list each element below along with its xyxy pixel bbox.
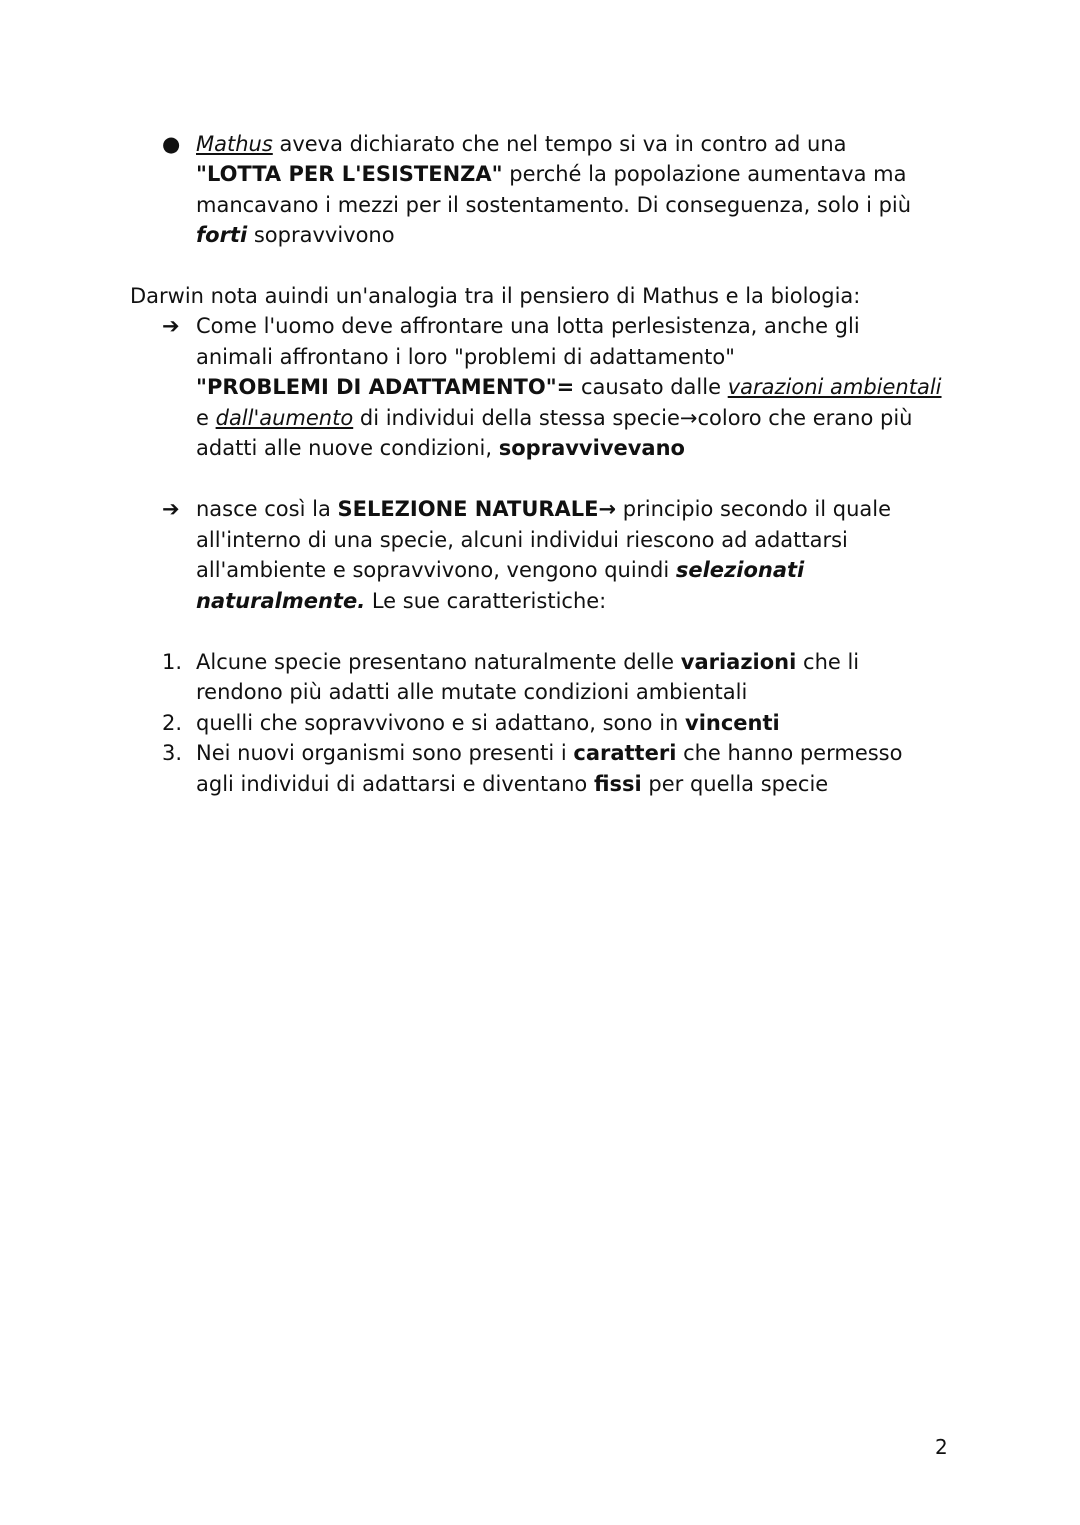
arrow-icon: ➔ xyxy=(162,497,180,521)
mathus-name: Mathus xyxy=(196,132,273,156)
list-item-1-line-1: Alcune specie presentano naturalmente delle variazioni che li xyxy=(196,650,860,674)
bullet-line-3: mancavano i mezzi per il sostentamento. Di conseguenza, solo i più xyxy=(196,193,912,217)
dall-aumento: dall'aumento xyxy=(215,406,354,430)
problemi-adattamento: "PROBLEMI DI ADATTAMENTO"= xyxy=(196,375,575,399)
list-item-1-line-2: rendono più adatti alle mutate condizioni ambientali xyxy=(196,680,748,704)
arrow2-line-4: naturalmente. Le sue caratteristiche: xyxy=(196,589,607,613)
arrow1-line-1: Come l'uomo deve affrontare una lotta perlesistenza, anche gli xyxy=(196,314,860,338)
arrow1-line-3: "PROBLEMI DI ADATTAMENTO"= causato dalle varazioni ambientali xyxy=(196,375,942,399)
list-number: 1. xyxy=(162,650,183,674)
naturalmente-word: naturalmente. xyxy=(196,589,366,613)
caratteri-word: caratteri xyxy=(573,741,677,765)
list-item-2-line-1: quelli che sopravvivono e si adattano, sono in vincenti xyxy=(196,711,780,735)
bullet-marker: ● xyxy=(162,132,181,156)
variazioni-word: variazioni xyxy=(680,650,797,674)
arrow2-line-2: all'interno di una specie, alcuni individui riescono ad adattarsi xyxy=(196,528,848,552)
bullet-line-1: Mathus aveva dichiarato che nel tempo si va in contro ad una xyxy=(196,132,847,156)
bullet-line-4: forti sopravvivono xyxy=(196,223,395,247)
list-item-3-line-1: Nei nuovi organismi sono presenti i caratteri che hanno permesso xyxy=(196,741,903,765)
list-number: 3. xyxy=(162,741,183,765)
selezionati-word: selezionati xyxy=(675,558,805,582)
arrow1-line-2: animali affrontano i loro "problemi di adattamento" xyxy=(196,345,735,369)
bullet-line-2: "LOTTA PER L'ESISTENZA" perché la popolazione aumentava ma xyxy=(196,162,907,186)
fissi-word: fissi xyxy=(593,772,642,796)
forti-word: forti xyxy=(196,223,248,247)
arrow2-line-3: all'ambiente e sopravvivono, vengono quindi selezionati xyxy=(196,558,805,582)
vincenti-word: vincenti xyxy=(685,711,780,735)
arrow2-line-1: nasce così la SELEZIONE NATURALE→ principio secondo il quale xyxy=(196,497,892,521)
arrow1-line-5: adatti alle nuove condizioni, sopravvivevano xyxy=(196,436,685,460)
list-item-3-line-2: agli individui di adattarsi e diventano fissi per quella specie xyxy=(196,772,829,796)
arrow1-line-4: e dall'aumento di individui della stessa specie→coloro che erano più xyxy=(196,406,913,430)
varazioni-ambientali: varazioni ambientali xyxy=(727,375,942,399)
arrow-icon: ➔ xyxy=(162,314,180,338)
page-number: 2 xyxy=(935,1435,948,1459)
lotta-esistenza: "LOTTA PER L'ESISTENZA" xyxy=(196,162,503,186)
list-number: 2. xyxy=(162,711,183,735)
intro-paragraph: Darwin nota auindi un'analogia tra il pensiero di Mathus e la biologia: xyxy=(130,284,861,308)
selezione-naturale: SELEZIONE NATURALE→ xyxy=(337,497,617,521)
sopravvivevano-word: sopravvivevano xyxy=(498,436,685,460)
